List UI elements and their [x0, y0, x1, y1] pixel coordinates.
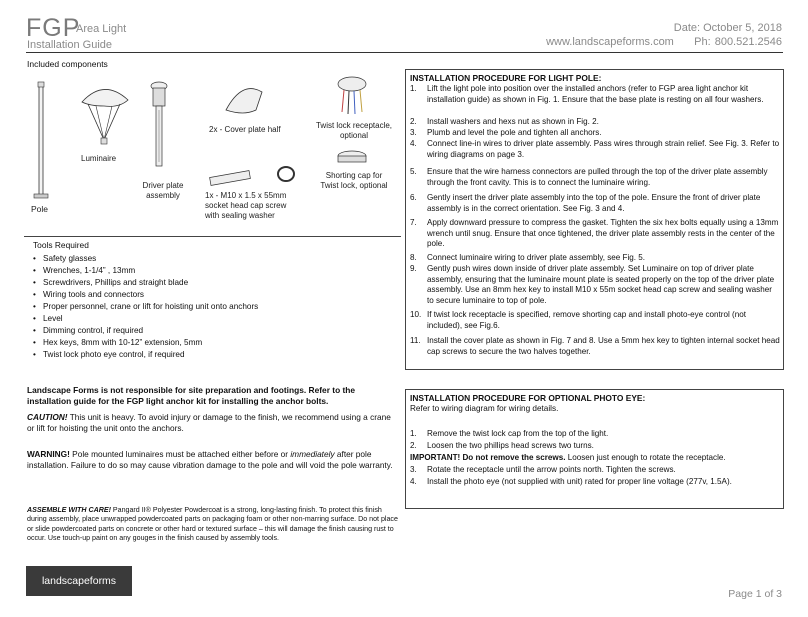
header-divider	[26, 52, 783, 53]
procedure-step: 8. Connect luminaire wiring to driver plate assembly, see Fig. 5.	[410, 253, 646, 262]
assemble-label: ASSEMBLE WITH CARE!	[27, 506, 111, 514]
landscapeforms-logo: landscapeforms	[26, 566, 132, 596]
important-label: IMPORTANT! Do not remove the screws.	[410, 453, 566, 462]
warning-text: Pole mounted luminaires must be attached either before or	[69, 449, 291, 459]
tool-item: • Hex keys, 8mm with 10-12” extension, 5mm	[33, 338, 202, 349]
warning-text-continued: after pole installation. Failure to do so may cause vibration damage to the pole and will void the pole warranty.	[27, 449, 393, 470]
responsibility-line1: Landscape Forms is not responsible for site preparation and footings. Refer to the	[27, 385, 356, 395]
caution-note	[27, 412, 399, 434]
procedure-step: 3. Plumb and level the pole and tighten all anchors.	[410, 128, 602, 137]
caution-text: This unit is heavy. To avoid injury or damage to the finish, we recommend using a crane or lift for hoisting the unit onto the anchors.	[27, 412, 391, 433]
bolt-illustration	[210, 167, 294, 185]
included-components-title: Included components	[27, 59, 108, 69]
tool-item: • Dimming control, if required	[33, 326, 143, 337]
photo-eye-procedure-title: INSTALLATION PROCEDURE FOR OPTIONAL PHOTO EYE:	[410, 393, 646, 403]
phone-number: Ph: 800.521.2546	[694, 36, 782, 48]
contact-line	[546, 36, 782, 48]
luminaire-illustration	[82, 89, 128, 144]
cover-plate-label: 2x - Cover plate half	[209, 125, 281, 134]
procedure-step: 2. Install washers and hexs nut as shown in Fig. 2.	[410, 117, 599, 126]
shorting-cap-label-line1: Shorting cap for	[325, 171, 383, 180]
tool-item: • Twist lock photo eye control, if required	[33, 350, 185, 361]
procedure-step: 9. Gently push wires down inside of driver plate assembly. Set Luminaire on top of driver plate assembly, ensuring that the luminaire mount plate is seated properly on the top of the driver plate assembly. Use an 8mm hex key to install M10 x 55m socket head cap screw and sealing washer to secure luminaire to top of pole.	[410, 264, 775, 305]
pole-illustration	[34, 82, 48, 198]
document-date: Date: October 5, 2018	[673, 22, 782, 34]
bolt-label	[205, 191, 286, 221]
bolt-label-line1: 1x - M10 x 1.5 x 55mm	[205, 191, 287, 200]
website-link[interactable]: www.landscapeforms.com	[546, 36, 674, 48]
luminaire-label: Luminaire	[81, 154, 117, 163]
photo-eye-important	[410, 453, 780, 464]
photo-eye-step: 2. Loosen the two phillips head screws two turns.	[410, 441, 594, 450]
caution-label: CAUTION!	[27, 412, 68, 422]
driver-plate-illustration	[151, 82, 167, 166]
driver-plate-label-line1: Driver plate	[142, 181, 184, 190]
procedure-step: 7. Apply downward pressure to compress the gasket. Tighten the six hex bolts equally using a 13mm wrench until snug. Ensure that once tightened, the driver plate assembly rests in the center of the pole.	[410, 218, 779, 249]
warning-label: WARNING!	[27, 449, 70, 459]
document-subtitle: Area Light	[76, 23, 127, 35]
twist-lock-label	[306, 121, 402, 141]
procedure-step: 1. Lift the light pole into position over the installed anchors (refer to FGP area light anchor kit installation guide) as shown in Fig. 1. Ensure that the base plate is resting on all four washers.	[410, 84, 764, 104]
twist-lock-label-line1: Twist lock receptacle,	[315, 121, 393, 130]
tool-item: • Screwdrivers, Phillips and straight blade	[33, 278, 188, 289]
twist-lock-label-line2: optional	[339, 131, 369, 140]
page-number: Page 1 of 3	[728, 588, 782, 600]
tool-item: • Wrenches, 1-1/4” , 13mm	[33, 266, 135, 277]
procedure-step: 11. Install the cover plate as shown in Fig. 7 and 8. Use a 5mm hex key to tighten internal socket head cap screws to secure the two halves together.	[410, 336, 780, 356]
assemble-with-care-note	[27, 506, 399, 543]
document-title: FGP	[26, 14, 81, 42]
tool-item: • Safety glasses	[33, 254, 96, 265]
assemble-text: Pangard II® Polyester Powdercoat is a strong, long-lasting finish. To protect this finish during assembly, place unwrapped powdercoated parts on packaging foam or other non-marring surface. Do not place or slide powdercoated parts on concrete or other hard or textured surface – this will damage the finish causing rust to occur. Use touch-up paint on any gouges in the finish caused by assembly tools.	[27, 506, 398, 542]
warning-note	[27, 449, 399, 471]
procedure-step: 10. If twist lock receptacle is specified, remove shorting cap and install photo-eye control (not included), see Fig.6.	[410, 310, 746, 330]
tools-required-title: Tools Required	[33, 240, 89, 250]
driver-plate-label-line2: assembly	[146, 191, 180, 200]
responsibility-note	[27, 385, 399, 407]
photo-eye-step: 3. Rotate the receptacle until the arrow points north. Tighten the screws.	[410, 465, 676, 474]
cover-plate-illustration	[226, 89, 262, 113]
shorting-cap-illustration	[338, 151, 366, 162]
installation-procedure-title: INSTALLATION PROCEDURE FOR LIGHT POLE:	[410, 73, 602, 83]
responsibility-line2: installation guide for the FGP light anchor kit for installing the anchor bolts.	[27, 396, 329, 406]
tool-item: • Proper personnel, crane or lift for hoisting unit onto anchors	[33, 302, 258, 313]
bolt-label-line3: with sealing washer	[205, 211, 275, 220]
twist-lock-illustration	[338, 77, 366, 114]
photo-eye-step: 1. Remove the twist lock cap from the top of the light.	[410, 429, 609, 438]
warning-emphasis: immediately	[290, 449, 335, 459]
driver-plate-label	[138, 181, 188, 201]
photo-eye-intro: Refer to wiring diagram for wiring details.	[410, 404, 559, 413]
tool-item: • Level	[33, 314, 63, 325]
important-text: Loosen just enough to rotate the receptacle.	[565, 453, 726, 462]
photo-eye-step: 4. Install the photo eye (not supplied with unit) rated for proper line voltage (277v, 1.5A).	[410, 477, 732, 486]
procedure-step: 5. Ensure that the wire harness connectors are pulled through the top of the driver plate assembly through the front cavity. This is to connect the luminaire wiring.	[410, 167, 768, 187]
tool-item: • Wiring tools and connectors	[33, 290, 144, 301]
procedure-step: 4. Connect line-in wires to driver plate assembly. Pass wires through strain relief. See Fig. 3. Refer to wiring diagrams on page 3.	[410, 139, 780, 159]
pole-label: Pole	[31, 204, 49, 214]
shorting-cap-label	[308, 171, 400, 191]
procedure-step: 6. Gently insert the driver plate assembly into the top of the pole. Ensure the front of driver plate assembly is in the correct orientation. See Fig. 3 and 4.	[410, 193, 761, 213]
guide-label: Installation Guide	[27, 39, 112, 51]
shorting-cap-label-line2: Twist lock, optional	[320, 181, 388, 190]
bolt-label-line2: socket head cap screw	[205, 201, 287, 210]
